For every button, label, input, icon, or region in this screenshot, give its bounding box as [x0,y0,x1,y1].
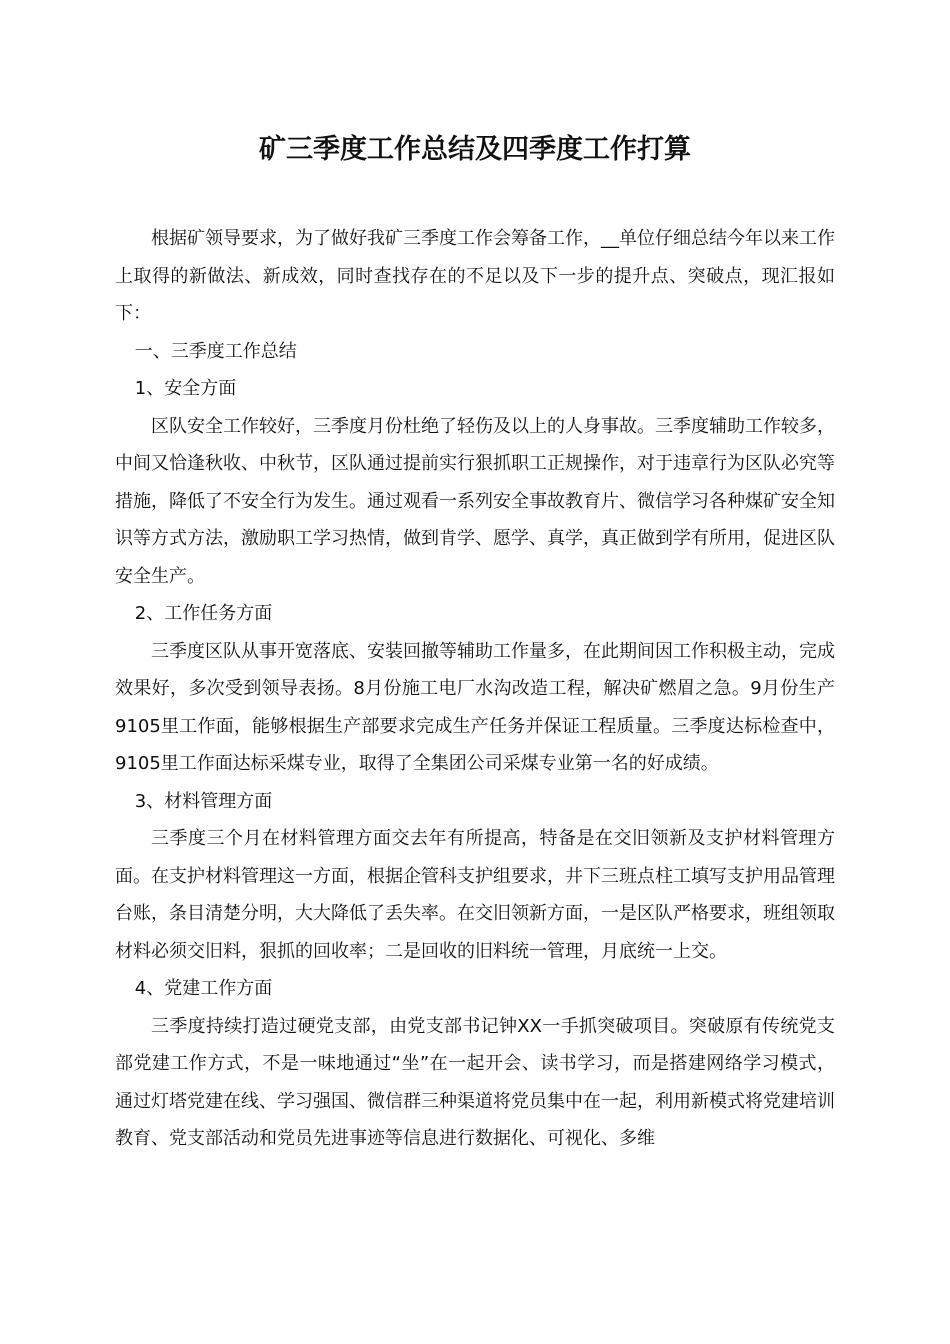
intro-paragraph: 根据矿领导要求，为了做好我矿三季度工作会筹备工作，__单位仔细总结今年以来工作上取得的新做法、新成效，同时查找存在的不足以及下一步的提升点、突破点，现汇报如下： [115,228,835,324]
subsection-heading-safety: 1、安全方面 [134,378,237,399]
subsection-heading-tasks: 2、工作任务方面 [134,603,273,624]
party-paragraph: 三季度持续打造过硬党支部，由党支部书记钟XX一手抓突破项目。突破原有传统党支部党建工作方式，不是一味地通过“坐”在一起开会、读书学习，而是搭建网络学习模式，通过灯塔党建在线、学习强国、微信群三种渠道将党员集中在一起，利用新模式将党建培训教育、党支部活动和党员先进事迹等信息进行数据化、可视化、多维 [115,1015,835,1149]
subsection-heading-party: 4、党建工作方面 [134,978,273,999]
section-heading: 一、三季度工作总结 [134,340,297,362]
safety-paragraph: 区队安全工作较好，三季度月份杜绝了轻伤及以上的人身事故。三季度辅助工作较多，中间又恰逢秋收、中秋节，区队通过提前实行狠抓职工正规操作，对于违章行为区队必究等措施，降低了不安全行为发生。通过观看一系列安全事故教育片、微信学习各种煤矿安全知识等方式方法，激励职工学习热情，做到肯学、愿学、真学，真正做到学有所用，促进区队安全生产。 [115,415,835,587]
subsection-heading-materials: 3、材料管理方面 [134,790,273,812]
document-title: 矿三季度工作总结及四季度工作打算 [259,134,691,165]
document-body [115,220,835,1158]
materials-paragraph: 三季度三个月在材料管理方面交去年有所提高，特备是在交旧领新及支护材料管理方面。在支护材料管理这一方面，根据企管科支护组要求，井下三班点柱工填写支护用品管理台账，条目清楚分明，大大降低了丢失率。在交旧领新方面，一是区队严格要求，班组领取材料必须交旧料，狠抓的回收率；二是回收的旧料统一管理，月底统一上交。 [115,828,835,962]
tasks-paragraph: 三季度区队从事开宽落底、安装回撤等辅助工作量多，在此期间因工作积极主动，完成效果好，多次受到领导表扬。8月份施工电厂水沟改造工程，解决矿燃眉之急。9月份生产9105里工作面，能够根据生产部要求完成生产任务并保证工程质量。三季度达标检查中，9105里工作面达标采煤专业，取得了全集团公司采煤专业第一名的好成绩。 [115,640,835,774]
